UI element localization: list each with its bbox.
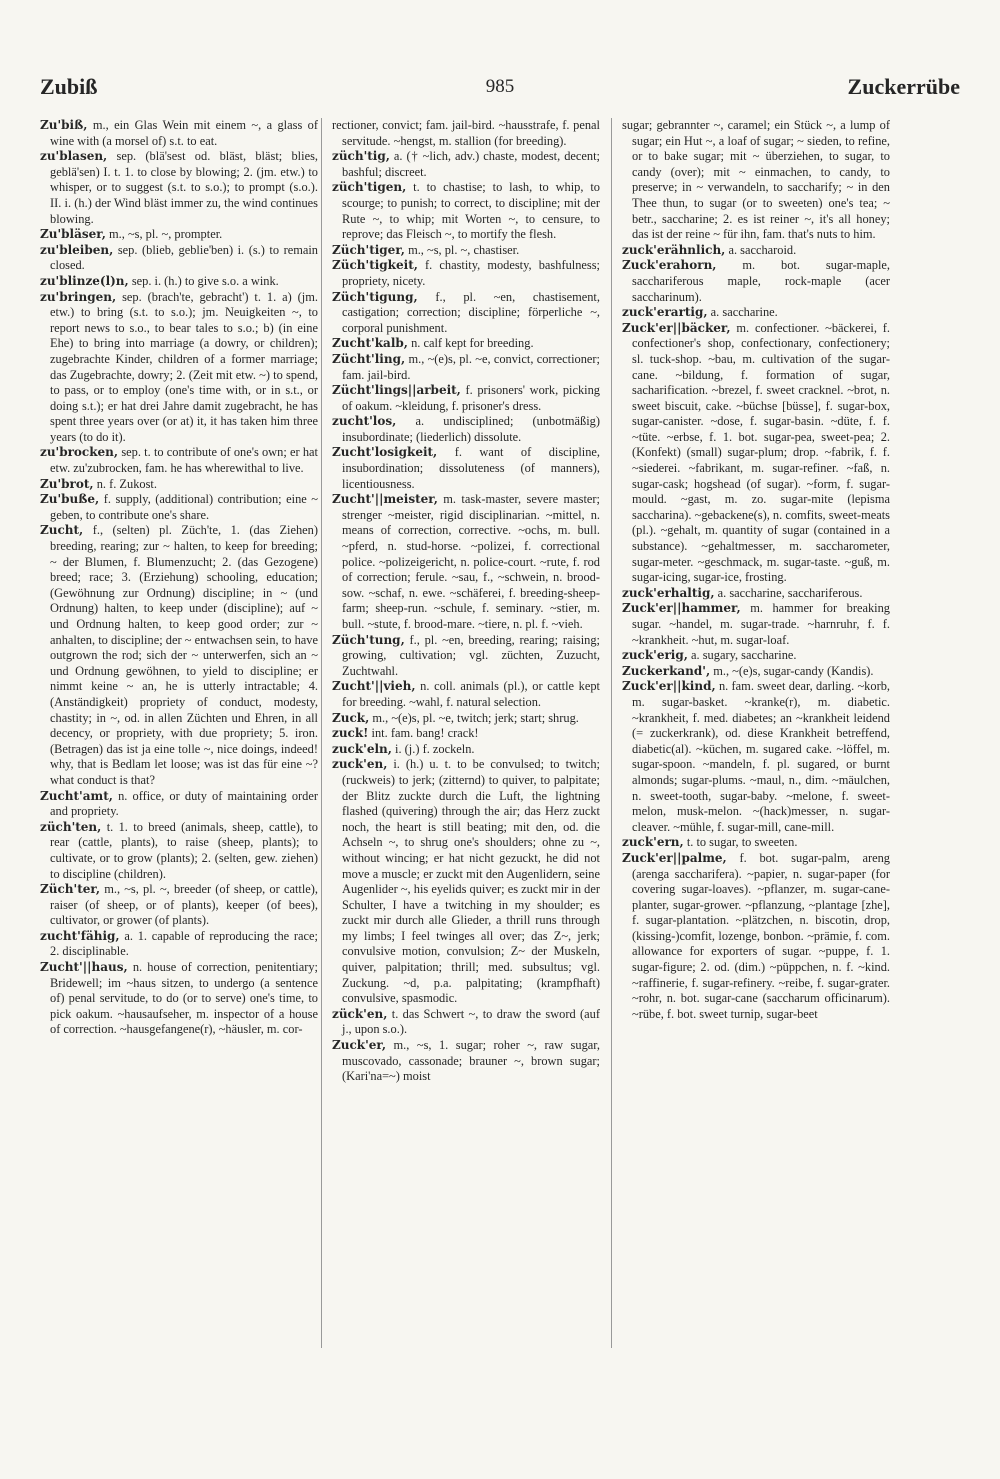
dictionary-entry — [40, 227, 318, 243]
dictionary-entry — [332, 445, 600, 492]
entry-headword: Zucht'||haus, — [40, 960, 128, 975]
entry-definition: m., ein Glas Wein mit einem ~, a glass of wine with (a morsel of) s.t. to eat. — [50, 118, 318, 148]
entry-definition: i. (j.) f. zockeln. — [395, 741, 475, 756]
column-2 — [321, 118, 600, 1348]
dictionary-entry — [332, 1007, 600, 1038]
entry-headword: Zücht'ling, — [332, 351, 406, 366]
entry-definition: m. task-master, severe master; strenger ~meister, rigid disciplinarian. ~mittel, n. means of correction, corrective. ~ochs, m. bull. ~pferd, n. stud-horse. ~polizei, f. correctional police. ~polizeigericht, n. police-court. ~rute, f. rod of correction; ferule. ~sau, f., ~schwein, n. brood-sow. ~schaf, n. ewe. ~schäferei, f. breeding-sheep-farm; sheep-run. ~schule, f. seminary. ~stier, m. bull. ~stute, f. brood-mare. ~tiere, n. pl. f. ~vieh. — [342, 492, 600, 631]
entry-definition: m., ~(e)s, sugar-candy (Kandis). — [713, 663, 874, 678]
dictionary-entry — [40, 492, 318, 523]
entry-definition: m. confectioner. ~bäckerei, f. confectioner's shop, confectionary, confectionery; sl. tuck-shop. ~bau, m. cultivation of the sugar-cane. ~bildung, f. formation of sugar, sacharification. ~brezel, f. sweet cracknel. ~brot, n. sweet biscuit, cake. ~büchse [büsse], f. sugar-box, sugar-canister. ~dose, f. sugar-basin. ~düte, f. f. ~tüte. ~erbse, f. 1. bot. sugar-pea, sweet-pea; 2. (Konfekt) (small) sugar-plum; drop. ~fabrik, f. f. ~siederei. ~fabrikant, m. sugar-refiner. ~faß, n. sugar-cask; hogshead (of sugar). ~form, f. sugar-mould. ~gast, m. zo. sugar-mite (lepisma saccharina). ~gebackene(s), n. comfits, sweet-meats (pl.). ~gehalt, m. quantity of sugar (contained in a substance). ~gehaltmesser, m. saccharometer, sugar-meter. ~geschmack, m. sugar-taste. ~guß, m. sugar-icing, sugar-ice, frosting. — [632, 320, 890, 585]
dictionary-entry — [332, 258, 600, 289]
entry-definition: f. chastity, modesty, bashfulness; propriety, nicety. — [342, 258, 600, 288]
entry-headword: züch'tigen, — [332, 180, 407, 195]
entry-headword: Zucht'||meister, — [332, 492, 438, 507]
entry-definition: sep. t. to contribute of one's own; er hat etw. zu'zubrocken, fam. he has wherewithal to live. — [50, 445, 318, 476]
entry-definition: t. to chastise; to lash, to whip, to scourge; to punish; to correct, to discipline; mit der Rute ~, to whip; mit Worten ~, to censure, to reprove; das Fleisch ~, to mortify the flesh. — [342, 180, 600, 242]
entry-headword: Zuckerkand', — [622, 663, 711, 678]
entry-headword: zuck'en, — [332, 757, 388, 772]
entry-headword: Zucht, — [40, 523, 84, 538]
dictionary-entry — [332, 414, 600, 445]
entry-headword: zu'blinze(l)n, — [40, 273, 129, 288]
dictionary-entry — [40, 820, 318, 882]
dictionary-entry — [40, 445, 318, 476]
entry-definition: sep. (brach'te, gebracht') t. 1. a) (jm. etw.) to bring (s.t. to s.o.); jm. Neuigkeiten ~, to report news to s.o., to bear tales to s.o.; b) (in eine Ehe) to bring into marriage (a dowry, or children); zugebrachte Kinder, children of a former marriage; das Zugebrachte, dowry; 2. (Zeit mit etw. ~) to spend, to pass, or to employ (one's time with, or in s.t., or doing s.t.); er hat drei Jahre damit zugebracht, he has spent three years over (or at) it, it has taken him three years (to do it). — [50, 289, 318, 444]
page-number: 985 — [485, 76, 515, 97]
dictionary-entry — [622, 601, 890, 648]
entry-headword: zuck'ern, — [622, 835, 684, 850]
entry-definition: a. saccharoid. — [728, 242, 797, 257]
page-header — [40, 74, 960, 106]
entry-definition: n. fam. sweet dear, darling. ~korb, m. sugar-basket. ~kranke(r), m. diabetic. ~krankheit, f. med. diabetes; an ~krankheit leidend (= zuckerkrank), od. diese Krankheit betreffend, diabetic(al). ~küchen, m. sugared cake. ~löffel, m. sugar-spoon. ~mandeln, f. pl. sugared, or burnt almonds; sugar-plums. ~maul, n., dim. ~mäulchen, n. sweet-tooth, sugar-baby. ~melone, f. sweet-melon, musk-melon. ~(hack)messer, n. sugar-cleaver. ~mühle, f. sugar-mill, cane-mill. — [632, 679, 890, 834]
dictionary-entry — [332, 711, 600, 727]
entry-definition: a. saccharine, sacchariferous. — [717, 585, 863, 600]
dictionary-entry — [40, 882, 318, 929]
entry-headword: Zu'bläser, — [40, 227, 106, 242]
entry-definition: f. want of discipline, insubordination; dissoluteness (of manners), licentiousness. — [342, 445, 600, 491]
entry-definition: rectioner, convict; fam. jail-bird. ~hausstrafe, f. penal servitude. ~hengst, m. stallion (for breeding). — [332, 118, 600, 148]
entry-definition: a. 1. capable of reproducing the race; 2. disciplinable. — [50, 928, 318, 959]
entry-definition: sep. (blä'sest od. bläst, bläst; blies, geblä'sen) I. t. 1. to close by blowing; 2. (jm. etw.) to whisper, or to suggest (s.t. to s.o.); to prompt (s.o.). II. i. (h.) der Wind bläst immer zu, the wind continues blowing. — [50, 149, 318, 226]
entry-headword: zuck'erähnlich, — [622, 242, 726, 257]
dictionary-entry — [40, 929, 318, 960]
entry-definition: f. supply, (additional) contribution; eine ~ geben, to contribute one's share. — [50, 492, 318, 522]
left-running-headword: Zubiß — [40, 74, 98, 99]
entry-definition: n. calf kept for breeding. — [411, 336, 534, 351]
dictionary-entry — [40, 477, 318, 493]
entry-definition: a. undisciplined; (unbotmäßig) insubordinate; (liederlich) dissolute. — [342, 414, 600, 444]
dictionary-entry — [332, 383, 600, 414]
entry-headword: Zucht'losigkeit, — [332, 445, 438, 460]
entry-definition: f., (selten) pl. Züch'te, 1. (das Ziehen) breeding, rearing; zur ~ halten, to keep for breeding; ~ der Blumen, f. Blumenzucht; 2. (das Gezogene) breed; race; 3. (Erziehung) schooling, education; (Gewöhnung zur Ordnung) discipline; in ~ (und Ordnung) halten, to keep under (discipline); auf ~ und Ordnung halten, to keep good order; zur ~ anhalten, to discipline; der ~ entwachsen sein, to have outgrown the rod; sich der ~ unterwerfen, sich an ~ und Ordnung gewöhnen, to yield to discipline; er nimmt keine ~ an, he is utterly intractable; 4. (Anständigkeit) propriety of conduct, modesty, chastity; in ~, od. in allen Züchten und Ehren, in all decency, or propriety, with due propriety; 5. iron. (Betragen) das ist ja eine tolle ~, nice doings, indeed! why, that is Bedlam let loose; was ist das für eine ~? what conduct is that? — [50, 523, 318, 787]
dictionary-entry — [622, 321, 890, 586]
entry-definition: a. sugary, saccharine. — [691, 648, 797, 663]
dictionary-entry — [332, 180, 600, 242]
dictionary-entry — [622, 648, 890, 664]
dictionary-entry — [622, 664, 890, 680]
dictionary-columns — [40, 118, 960, 1348]
entry-headword: zu'bleiben, — [40, 242, 114, 257]
entry-definition: sep. (blieb, geblie'ben) i. (s.) to remain closed. — [50, 242, 318, 273]
entry-definition: m. hammer for breaking sugar. ~handel, m. sugar-trade. ~harnruhr, f. f. ~krankheit. ~hut, m. sugar-loaf. — [632, 601, 890, 647]
entry-definition: n. house of correction, penitentiary; Bridewell; im ~haus sitzen, to undergo (a sentence of) penal servitude, to do (or to serve) one's time, to pick oakum. ~hausaufseher, m. inspector of a house of correction. ~hausgefangene(r), ~häusler, m. cor- — [50, 960, 318, 1037]
entry-headword: zucht'fähig, — [40, 928, 120, 943]
entry-definition: f. bot. sugar-palm, areng (arenga saccharifera). ~papier, n. sugar-paper (for covering sugar-loaves). ~pflanzer, m. sugar-cane-planter, sugar-grower. ~pflanzung, ~plantage [zhe], f. sugar-plantation. ~plätzchen, n. biscotin, drop, (kissing-)comfit, lozenge, bonbon. ~prämie, f. com. allowance for exporters of sugar. ~puppe, f. 1. sugar-figure; 2. od. (dim.) ~püppchen, n. f. ~kind. ~raffinerie, f. sugar-refinery. ~reibe, f. sugar-grater. ~rohr, n. bot. sugar-cane (saccharum officinarum). ~rübe, f. bot. sweet turnip, sugar-beet — [632, 850, 890, 1021]
dictionary-entry — [332, 742, 600, 758]
dictionary-entry — [332, 352, 600, 383]
entry-headword: Zuck'er||kind, — [622, 679, 716, 694]
dictionary-entry — [622, 305, 890, 321]
entry-headword: Zücht'lings||arbeit, — [332, 383, 461, 398]
entry-headword: Zu'brot, — [40, 476, 94, 491]
entry-definition: m., ~(e)s, pl. ~e, convict, correctioner; fam. jail-bird. — [342, 351, 600, 382]
dictionary-entry — [332, 336, 600, 352]
dictionary-entry — [332, 679, 600, 710]
entry-headword: Zu'biß, — [40, 118, 88, 132]
entry-headword: zuck'erig, — [622, 648, 688, 663]
entry-headword: Züch'tung, — [332, 632, 405, 647]
dictionary-entry — [332, 243, 600, 259]
dictionary-entry — [332, 492, 600, 632]
entry-definition: sep. i. (h.) to give s.o. a wink. — [131, 273, 279, 288]
dictionary-entry — [40, 274, 318, 290]
entry-definition: f., pl. ~en, chastisement, castigation; correction; discipline; förperliche ~, corporal punishment. — [342, 289, 600, 335]
entry-definition: m., ~(e)s, pl. ~e, twitch; jerk; start; shrug. — [372, 710, 579, 725]
column-3 — [611, 118, 890, 1348]
entry-headword: züch'ten, — [40, 819, 102, 834]
entry-definition: n. office, or duty of maintaining order and propriety. — [50, 788, 318, 819]
entry-definition: m., ~s, pl. ~, prompter. — [109, 227, 223, 242]
dictionary-entry — [40, 290, 318, 446]
entry-headword: Zucht'kalb, — [332, 336, 408, 351]
dictionary-entry — [40, 960, 318, 1038]
entry-headword: zuck'eln, — [332, 741, 392, 756]
entry-headword: Zu'buße, — [40, 492, 100, 507]
dictionary-entry — [40, 789, 318, 820]
dictionary-entry — [332, 149, 600, 180]
dictionary-entry — [622, 118, 890, 243]
entry-headword: Zuck'er||palme, — [622, 850, 727, 865]
entry-headword: Zuck, — [332, 710, 370, 725]
entry-headword: Züch'tigkeit, — [332, 258, 418, 273]
entry-headword: Züch'tiger, — [332, 242, 405, 257]
entry-definition: sugar; gebrannter ~, caramel; ein Stück ~, a lump of sugar; ein Hut ~, a loaf of sugar; ~ sieden, to refine, or to bake sugar; mit ~ überziehen, to sugar, to candy (over); mit ~ einmachen, to candy, to preserve; in ~ verwandeln, to saccharify; ~ in den Thee thun, to sugar (or to sweeten) one's tea; ~ betr., saccharine; 2. es ist reiner ~, it's all honey; das ist der reine ~ für ihn, fam. that's nuts to him. — [622, 118, 890, 242]
dictionary-entry — [332, 290, 600, 337]
entry-definition: f., pl. ~en, breeding, rearing; raising; growing, cultivation; vgl. züchten, Zuzucht, Zuchtwahl. — [342, 632, 600, 678]
right-running-headword: Zuckerrübe — [847, 74, 960, 99]
dictionary-entry — [40, 149, 318, 227]
entry-headword: Zucht'||vieh, — [332, 679, 416, 694]
entry-headword: Zuck'erahorn, — [622, 258, 717, 273]
entry-definition: t. 1. to breed (animals, sheep, cattle), to rear (cattle, plants), to raise (sheep, plants); to cultivate, or to grow (plants); 2. (selten, gew. ziehen) to discipline (children). — [50, 819, 318, 881]
dictionary-entry — [622, 679, 890, 835]
entry-headword: Züch'tigung, — [332, 289, 418, 304]
entry-headword: zuck'erhaltig, — [622, 585, 715, 600]
entry-headword: Zuck'er||bäcker, — [622, 320, 731, 335]
entry-headword: züch'tig, — [332, 149, 390, 164]
dictionary-entry — [40, 243, 318, 274]
entry-definition: a. saccharine. — [710, 305, 778, 320]
entry-headword: zu'blasen, — [40, 149, 108, 164]
dictionary-entry — [622, 835, 890, 851]
entry-definition: t. to sugar, to sweeten. — [686, 835, 798, 850]
dictionary-entry — [332, 118, 600, 149]
entry-definition: i. (h.) u. t. to be convulsed; to twitch; (ruckweis) to jerk; (zitternd) to quiver, to palpitate; der Blitz zuckte durch die Luft, the lightning flashed (quivering) through the air; das Herz zuckt noch, the heart is still beating; mit den, od. die Achseln ~, to shrug one's shoulders; ohne zu ~, without wincing; er hat nicht gezuckt, he did not move a muscle; er zuckt mit den Augenlidern, seine Augenlider ~, his eyelids quiver; es zuckt mir in der Schulter, I have a twitching in my shoulder; es zuckt mir durch alle Glieder, a thrill runs through my limbs; I feel twinges all over; das Z~, jerk; convulsive motion, convulsion; Z~ der Muskeln, quiver, palpitation; thrill; med. subsultus; vgl. Zuckung. ~d, p.a. palpitating; (krampfhaft) convulsive, spasmodic. — [342, 757, 600, 1006]
entry-headword: Züch'ter, — [40, 882, 100, 897]
entry-headword: zuck'erartig, — [622, 305, 708, 320]
entry-definition: f. prisoners' work, picking of oakum. ~kleidung, f. prisoner's dress. — [342, 383, 600, 413]
entry-headword: zu'bringen, — [40, 289, 117, 304]
dictionary-entry — [622, 258, 890, 305]
dictionary-entry — [622, 851, 890, 1023]
entry-definition: t. das Schwert ~, to draw the sword (auf j., upon s.o.). — [342, 1006, 600, 1037]
dictionary-entry — [332, 1038, 600, 1085]
entry-headword: zucht'los, — [332, 414, 397, 429]
entry-headword: zu'brocken, — [40, 445, 119, 460]
dictionary-entry — [40, 523, 318, 788]
entry-headword: zück'en, — [332, 1006, 388, 1021]
entry-definition: n. coll. animals (pl.), or cattle kept for breeding. ~wahl, f. natural selection. — [342, 679, 600, 709]
entry-definition: m. bot. sugar-maple, sacchariferous maple, rock-maple (acer saccharinum). — [632, 258, 890, 304]
dictionary-entry — [332, 757, 600, 1007]
entry-definition: m., ~s, pl. ~, breeder (of sheep, or cattle), raiser (of sheep, or of plants), keeper (of bees), cultivator, or grower (of plants). — [50, 882, 318, 928]
dictionary-entry — [622, 586, 890, 602]
entry-headword: zuck! — [332, 726, 369, 741]
entry-definition: int. fam. bang! crack! — [371, 726, 479, 741]
entry-definition: a. († ~lich, adv.) chaste, modest, decent; bashful; discreet. — [342, 149, 600, 179]
dictionary-entry — [332, 633, 600, 680]
entry-definition: m., ~s, 1. sugar; roher ~, raw sugar, muscovado, cassonade; brauner ~, brown sugar; (Kari'na=~) moist — [342, 1038, 600, 1084]
entry-definition: n. f. Zukost. — [96, 476, 157, 491]
dictionary-entry — [622, 243, 890, 259]
dictionary-entry — [40, 118, 318, 149]
dictionary-entry — [332, 726, 600, 742]
entry-headword: Zucht'amt, — [40, 788, 113, 803]
entry-headword: Zuck'er||hammer, — [622, 601, 741, 616]
column-1 — [40, 118, 318, 1348]
entry-headword: Zuck'er, — [332, 1038, 387, 1053]
entry-definition: m., ~s, pl. ~, chastiser. — [408, 242, 520, 257]
